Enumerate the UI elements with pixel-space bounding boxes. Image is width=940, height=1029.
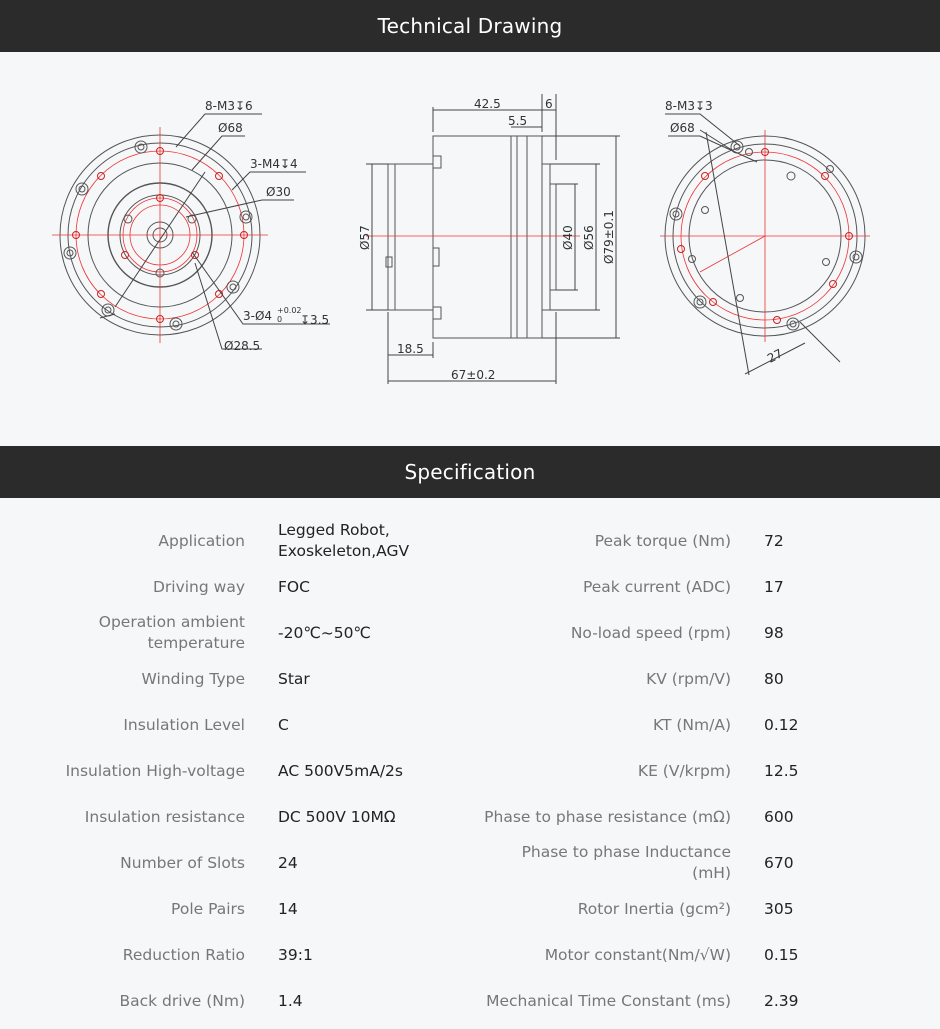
- label-hole-tolerance-upper: +0.02: [277, 306, 302, 315]
- spec-label: KV (rpm/V): [646, 669, 731, 688]
- spec-label: Back drive (Nm): [119, 991, 245, 1010]
- spec-row: [0, 840, 940, 886]
- spec-value: 80: [764, 669, 784, 688]
- label-dia68-front: Ø68: [218, 121, 243, 135]
- label-width-42-5: 42.5: [474, 97, 501, 111]
- spec-label: Peak torque (Nm): [594, 531, 731, 550]
- back-view-labels: [665, 99, 785, 366]
- spec-label: Number of Slots: [120, 853, 245, 872]
- spec-row: [0, 748, 940, 794]
- spec-label: Mechanical Time Constant (ms): [486, 991, 731, 1010]
- spec-value: 0.12: [764, 715, 799, 734]
- spec-row: [0, 702, 940, 748]
- label-8-m3-depth3: 8-M3↧3: [665, 99, 713, 113]
- front-view-labels: [205, 99, 329, 353]
- spec-label: Rotor Inertia (gcm²): [577, 899, 731, 918]
- label-dia30: Ø30: [266, 185, 291, 199]
- spec-value: 17: [764, 577, 784, 596]
- spec-label: KE (V/krpm): [637, 761, 731, 780]
- technical-drawing: [0, 52, 940, 446]
- spec-label: Peak current (ADC): [582, 577, 731, 596]
- spec-value: -20℃~50℃: [278, 623, 371, 642]
- spec-label: Pole Pairs: [171, 899, 245, 918]
- label-hole-depth: ↧3.5: [300, 313, 330, 327]
- spec-label: Motor constant(Nm/√W): [544, 945, 731, 964]
- spec-value: 98: [764, 623, 784, 642]
- side-view-labels: [358, 97, 616, 382]
- spec-label: Insulation High-voltage: [65, 761, 245, 780]
- label-dia68-back: Ø68: [670, 121, 695, 135]
- technical-drawing-svg: [0, 52, 940, 446]
- spec-row: [0, 794, 940, 840]
- label-8-m3-depth6: 8-M3↧6: [205, 99, 253, 113]
- label-width-5-5: 5.5: [508, 114, 528, 128]
- label-3-dia4-hole: 3-Ø4: [243, 309, 273, 323]
- spec-label: Insulation resistance: [84, 807, 245, 826]
- spec-value: AC 500V5mA/2s: [278, 761, 403, 780]
- spec-row: [0, 610, 940, 656]
- spec-label: No-load speed (rpm): [570, 623, 731, 642]
- technical-drawing-banner: [0, 0, 940, 52]
- label-dia79: Ø79±0.1: [602, 210, 616, 264]
- spec-label: Application: [158, 531, 245, 550]
- spec-value: C: [278, 715, 289, 734]
- spec-value: Star: [278, 669, 310, 688]
- spec-label: Phase to phase Inductance (mH): [521, 843, 731, 882]
- specification-table: [0, 498, 940, 1029]
- spec-label: Driving way: [152, 577, 245, 596]
- spec-label: Winding Type: [141, 669, 245, 688]
- spec-row: [0, 932, 940, 978]
- spec-value: Legged Robot, Exoskeleton,AGV: [278, 521, 410, 560]
- spec-value: 72: [764, 531, 784, 550]
- back-view: [660, 114, 870, 375]
- spec-value: 12.5: [764, 761, 799, 780]
- label-dia28-5: Ø28.5: [224, 339, 261, 353]
- specification-banner: [0, 446, 940, 498]
- spec-row: [0, 518, 940, 564]
- spec-value: 14: [278, 899, 298, 918]
- label-dia57: Ø57: [358, 225, 372, 250]
- label-width-6: 6: [545, 97, 553, 111]
- spec-value: 670: [764, 853, 794, 872]
- label-dia56: Ø56: [582, 225, 596, 250]
- spec-value: 0.15: [764, 945, 799, 964]
- spec-label: Reduction Ratio: [122, 945, 245, 964]
- label-radius-27: 27: [765, 346, 785, 366]
- spec-label: Phase to phase resistance (mΩ): [484, 807, 731, 826]
- spec-value: DC 500V 10MΩ: [278, 807, 396, 826]
- label-dia40: Ø40: [561, 225, 575, 250]
- label-3-m4-depth4: 3-M4↧4: [250, 157, 298, 171]
- label-hole-tolerance-lower: 0: [277, 315, 283, 324]
- specification-title: Specification: [404, 460, 536, 484]
- spec-value: 1.4: [278, 991, 303, 1010]
- spec-value: 24: [278, 853, 298, 872]
- spec-label: Operation ambient temperature: [98, 613, 245, 652]
- spec-value: FOC: [278, 577, 310, 596]
- technical-drawing-title: Technical Drawing: [377, 14, 563, 38]
- label-width-18-5: 18.5: [397, 342, 424, 356]
- spec-row: [0, 564, 940, 610]
- spec-label: KT (Nm/A): [653, 715, 731, 734]
- spec-row: [0, 978, 940, 1024]
- spec-value: 305: [764, 899, 794, 918]
- spec-row: [0, 656, 940, 702]
- spec-value: 39:1: [278, 945, 313, 964]
- spec-value: 600: [764, 807, 794, 826]
- label-width-67: 67±0.2: [451, 368, 496, 382]
- spec-value: 2.39: [764, 991, 799, 1010]
- spec-row: [0, 886, 940, 932]
- spec-label: Insulation Level: [123, 715, 245, 734]
